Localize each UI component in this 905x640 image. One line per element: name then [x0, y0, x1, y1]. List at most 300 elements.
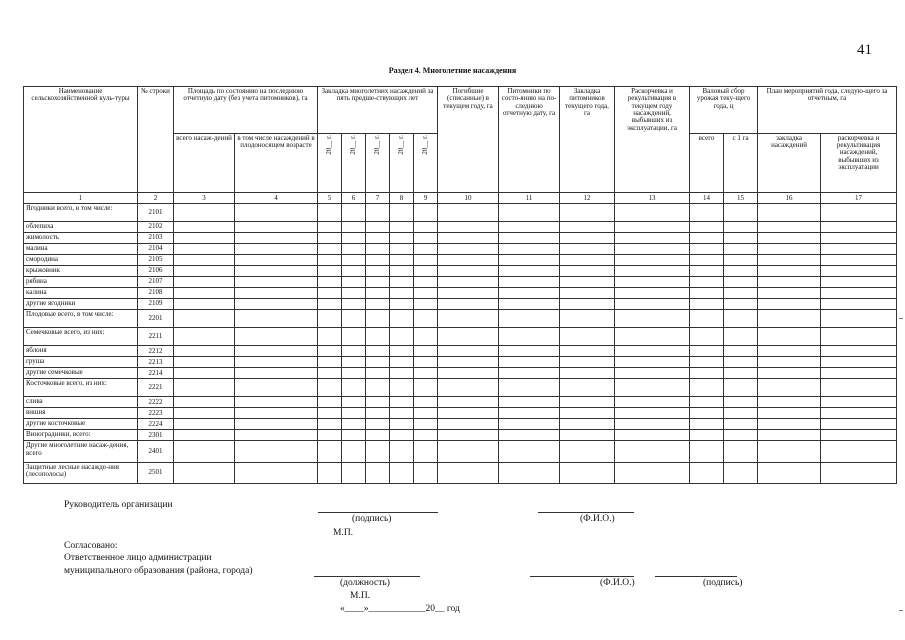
value-cell[interactable] — [690, 462, 724, 483]
value-cell[interactable] — [318, 310, 342, 328]
value-cell[interactable] — [390, 368, 414, 379]
value-cell[interactable] — [174, 244, 235, 255]
value-cell[interactable] — [438, 277, 499, 288]
value-cell[interactable] — [318, 255, 342, 266]
value-cell[interactable] — [174, 310, 235, 328]
value-cell[interactable] — [724, 441, 758, 462]
value-cell[interactable] — [615, 255, 690, 266]
value-cell[interactable] — [174, 430, 235, 441]
value-cell[interactable] — [758, 368, 821, 379]
value-cell[interactable] — [414, 328, 438, 346]
value-cell[interactable] — [724, 255, 758, 266]
value-cell[interactable] — [342, 441, 366, 462]
value-cell[interactable] — [690, 310, 724, 328]
value-cell[interactable] — [414, 204, 438, 222]
value-cell[interactable] — [724, 310, 758, 328]
value-cell[interactable] — [821, 277, 897, 288]
value-cell[interactable] — [438, 204, 499, 222]
value-cell[interactable] — [342, 328, 366, 346]
value-cell[interactable] — [366, 397, 390, 408]
value-cell[interactable] — [724, 277, 758, 288]
value-cell[interactable] — [499, 419, 560, 430]
value-cell[interactable] — [366, 408, 390, 419]
value-cell[interactable] — [342, 368, 366, 379]
value-cell[interactable] — [821, 441, 897, 462]
value-cell[interactable] — [235, 328, 318, 346]
value-cell[interactable] — [560, 430, 615, 441]
value-cell[interactable] — [174, 266, 235, 277]
value-cell[interactable] — [758, 222, 821, 233]
value-cell[interactable] — [499, 310, 560, 328]
value-cell[interactable] — [690, 328, 724, 346]
value-cell[interactable] — [724, 299, 758, 310]
value-cell[interactable] — [174, 222, 235, 233]
value-cell[interactable] — [235, 441, 318, 462]
value-cell[interactable] — [342, 288, 366, 299]
value-cell[interactable] — [758, 310, 821, 328]
value-cell[interactable] — [821, 419, 897, 430]
value-cell[interactable] — [390, 288, 414, 299]
value-cell[interactable] — [499, 430, 560, 441]
value-cell[interactable] — [724, 266, 758, 277]
value-cell[interactable] — [318, 277, 342, 288]
value-cell[interactable] — [821, 288, 897, 299]
value-cell[interactable] — [615, 462, 690, 483]
value-cell[interactable] — [235, 222, 318, 233]
value-cell[interactable] — [414, 357, 438, 368]
value-cell[interactable] — [438, 299, 499, 310]
value-cell[interactable] — [342, 408, 366, 419]
value-cell[interactable] — [342, 397, 366, 408]
value-cell[interactable] — [366, 266, 390, 277]
value-cell[interactable] — [438, 397, 499, 408]
value-cell[interactable] — [690, 255, 724, 266]
value-cell[interactable] — [318, 408, 342, 419]
value-cell[interactable] — [690, 368, 724, 379]
value-cell[interactable] — [174, 419, 235, 430]
value-cell[interactable] — [438, 288, 499, 299]
value-cell[interactable] — [390, 346, 414, 357]
value-cell[interactable] — [438, 222, 499, 233]
value-cell[interactable] — [615, 244, 690, 255]
value-cell[interactable] — [560, 419, 615, 430]
value-cell[interactable] — [366, 462, 390, 483]
value-cell[interactable] — [560, 368, 615, 379]
value-cell[interactable] — [366, 441, 390, 462]
value-cell[interactable] — [174, 368, 235, 379]
value-cell[interactable] — [414, 419, 438, 430]
value-cell[interactable] — [318, 346, 342, 357]
value-cell[interactable] — [235, 368, 318, 379]
value-cell[interactable] — [821, 244, 897, 255]
value-cell[interactable] — [438, 346, 499, 357]
value-cell[interactable] — [615, 368, 690, 379]
value-cell[interactable] — [235, 408, 318, 419]
value-cell[interactable] — [414, 288, 438, 299]
value-cell[interactable] — [724, 222, 758, 233]
value-cell[interactable] — [414, 430, 438, 441]
value-cell[interactable] — [821, 430, 897, 441]
value-cell[interactable] — [758, 266, 821, 277]
value-cell[interactable] — [390, 233, 414, 244]
value-cell[interactable] — [438, 310, 499, 328]
value-cell[interactable] — [366, 222, 390, 233]
value-cell[interactable] — [615, 204, 690, 222]
value-cell[interactable] — [499, 379, 560, 397]
value-cell[interactable] — [615, 408, 690, 419]
value-cell[interactable] — [499, 397, 560, 408]
value-cell[interactable] — [690, 244, 724, 255]
value-cell[interactable] — [724, 368, 758, 379]
value-cell[interactable] — [414, 408, 438, 419]
value-cell[interactable] — [235, 204, 318, 222]
value-cell[interactable] — [174, 277, 235, 288]
value-cell[interactable] — [821, 266, 897, 277]
value-cell[interactable] — [821, 299, 897, 310]
value-cell[interactable] — [174, 255, 235, 266]
value-cell[interactable] — [414, 346, 438, 357]
value-cell[interactable] — [499, 233, 560, 244]
value-cell[interactable] — [390, 397, 414, 408]
value-cell[interactable] — [499, 255, 560, 266]
value-cell[interactable] — [690, 408, 724, 419]
value-cell[interactable] — [499, 277, 560, 288]
value-cell[interactable] — [560, 244, 615, 255]
value-cell[interactable] — [690, 419, 724, 430]
value-cell[interactable] — [615, 277, 690, 288]
value-cell[interactable] — [438, 328, 499, 346]
value-cell[interactable] — [724, 419, 758, 430]
value-cell[interactable] — [821, 222, 897, 233]
value-cell[interactable] — [499, 204, 560, 222]
value-cell[interactable] — [724, 346, 758, 357]
value-cell[interactable] — [758, 204, 821, 222]
value-cell[interactable] — [390, 244, 414, 255]
value-cell[interactable] — [821, 408, 897, 419]
value-cell[interactable] — [690, 266, 724, 277]
value-cell[interactable] — [414, 222, 438, 233]
value-cell[interactable] — [690, 299, 724, 310]
value-cell[interactable] — [235, 266, 318, 277]
value-cell[interactable] — [499, 346, 560, 357]
value-cell[interactable] — [690, 277, 724, 288]
value-cell[interactable] — [438, 441, 499, 462]
value-cell[interactable] — [560, 277, 615, 288]
value-cell[interactable] — [560, 357, 615, 368]
value-cell[interactable] — [235, 310, 318, 328]
value-cell[interactable] — [414, 441, 438, 462]
value-cell[interactable] — [724, 430, 758, 441]
value-cell[interactable] — [499, 266, 560, 277]
value-cell[interactable] — [174, 299, 235, 310]
value-cell[interactable] — [758, 255, 821, 266]
value-cell[interactable] — [499, 368, 560, 379]
value-cell[interactable] — [821, 255, 897, 266]
value-cell[interactable] — [560, 397, 615, 408]
value-cell[interactable] — [499, 462, 560, 483]
value-cell[interactable] — [690, 204, 724, 222]
value-cell[interactable] — [560, 233, 615, 244]
value-cell[interactable] — [235, 419, 318, 430]
value-cell[interactable] — [414, 397, 438, 408]
value-cell[interactable] — [342, 462, 366, 483]
value-cell[interactable] — [758, 408, 821, 419]
value-cell[interactable] — [499, 328, 560, 346]
value-cell[interactable] — [342, 255, 366, 266]
value-cell[interactable] — [438, 462, 499, 483]
value-cell[interactable] — [690, 441, 724, 462]
value-cell[interactable] — [724, 328, 758, 346]
value-cell[interactable] — [414, 255, 438, 266]
value-cell[interactable] — [366, 328, 390, 346]
value-cell[interactable] — [560, 346, 615, 357]
value-cell[interactable] — [438, 233, 499, 244]
value-cell[interactable] — [724, 357, 758, 368]
value-cell[interactable] — [414, 379, 438, 397]
value-cell[interactable] — [758, 244, 821, 255]
value-cell[interactable] — [235, 430, 318, 441]
value-cell[interactable] — [615, 233, 690, 244]
value-cell[interactable] — [499, 408, 560, 419]
value-cell[interactable] — [318, 244, 342, 255]
value-cell[interactable] — [438, 266, 499, 277]
value-cell[interactable] — [235, 233, 318, 244]
value-cell[interactable] — [615, 441, 690, 462]
value-cell[interactable] — [438, 357, 499, 368]
value-cell[interactable] — [821, 310, 897, 328]
value-cell[interactable] — [366, 379, 390, 397]
value-cell[interactable] — [690, 288, 724, 299]
value-cell[interactable] — [342, 233, 366, 244]
value-cell[interactable] — [318, 419, 342, 430]
value-cell[interactable] — [690, 430, 724, 441]
value-cell[interactable] — [342, 430, 366, 441]
value-cell[interactable] — [615, 357, 690, 368]
value-cell[interactable] — [342, 379, 366, 397]
value-cell[interactable] — [342, 204, 366, 222]
value-cell[interactable] — [438, 255, 499, 266]
value-cell[interactable] — [758, 357, 821, 368]
value-cell[interactable] — [318, 288, 342, 299]
value-cell[interactable] — [390, 255, 414, 266]
value-cell[interactable] — [390, 357, 414, 368]
value-cell[interactable] — [615, 430, 690, 441]
value-cell[interactable] — [560, 441, 615, 462]
value-cell[interactable] — [615, 379, 690, 397]
value-cell[interactable] — [438, 379, 499, 397]
value-cell[interactable] — [615, 397, 690, 408]
value-cell[interactable] — [560, 288, 615, 299]
value-cell[interactable] — [690, 233, 724, 244]
value-cell[interactable] — [758, 441, 821, 462]
value-cell[interactable] — [499, 357, 560, 368]
value-cell[interactable] — [390, 419, 414, 430]
value-cell[interactable] — [390, 222, 414, 233]
value-cell[interactable] — [366, 357, 390, 368]
value-cell[interactable] — [414, 368, 438, 379]
value-cell[interactable] — [174, 233, 235, 244]
value-cell[interactable] — [366, 277, 390, 288]
value-cell[interactable] — [615, 299, 690, 310]
value-cell[interactable] — [318, 397, 342, 408]
value-cell[interactable] — [560, 328, 615, 346]
value-cell[interactable] — [390, 462, 414, 483]
value-cell[interactable] — [390, 277, 414, 288]
value-cell[interactable] — [690, 222, 724, 233]
value-cell[interactable] — [390, 266, 414, 277]
value-cell[interactable] — [615, 310, 690, 328]
value-cell[interactable] — [758, 419, 821, 430]
value-cell[interactable] — [724, 233, 758, 244]
value-cell[interactable] — [560, 379, 615, 397]
value-cell[interactable] — [438, 244, 499, 255]
value-cell[interactable] — [560, 408, 615, 419]
value-cell[interactable] — [615, 346, 690, 357]
value-cell[interactable] — [318, 441, 342, 462]
value-cell[interactable] — [560, 204, 615, 222]
value-cell[interactable] — [390, 328, 414, 346]
value-cell[interactable] — [758, 379, 821, 397]
value-cell[interactable] — [318, 430, 342, 441]
value-cell[interactable] — [724, 244, 758, 255]
value-cell[interactable] — [318, 266, 342, 277]
value-cell[interactable] — [390, 408, 414, 419]
value-cell[interactable] — [390, 430, 414, 441]
value-cell[interactable] — [414, 462, 438, 483]
value-cell[interactable] — [318, 328, 342, 346]
value-cell[interactable] — [318, 462, 342, 483]
value-cell[interactable] — [438, 368, 499, 379]
value-cell[interactable] — [821, 357, 897, 368]
value-cell[interactable] — [821, 328, 897, 346]
value-cell[interactable] — [499, 222, 560, 233]
value-cell[interactable] — [174, 328, 235, 346]
value-cell[interactable] — [758, 462, 821, 483]
value-cell[interactable] — [499, 244, 560, 255]
value-cell[interactable] — [318, 368, 342, 379]
value-cell[interactable] — [342, 222, 366, 233]
value-cell[interactable] — [318, 222, 342, 233]
value-cell[interactable] — [758, 328, 821, 346]
value-cell[interactable] — [615, 419, 690, 430]
value-cell[interactable] — [342, 310, 366, 328]
value-cell[interactable] — [318, 379, 342, 397]
value-cell[interactable] — [560, 255, 615, 266]
value-cell[interactable] — [821, 204, 897, 222]
value-cell[interactable] — [174, 204, 235, 222]
value-cell[interactable] — [390, 299, 414, 310]
value-cell[interactable] — [318, 204, 342, 222]
value-cell[interactable] — [342, 419, 366, 430]
value-cell[interactable] — [758, 430, 821, 441]
value-cell[interactable] — [724, 288, 758, 299]
value-cell[interactable] — [366, 204, 390, 222]
value-cell[interactable] — [342, 266, 366, 277]
value-cell[interactable] — [758, 299, 821, 310]
value-cell[interactable] — [235, 397, 318, 408]
value-cell[interactable] — [235, 277, 318, 288]
value-cell[interactable] — [724, 204, 758, 222]
value-cell[interactable] — [174, 357, 235, 368]
value-cell[interactable] — [318, 233, 342, 244]
value-cell[interactable] — [366, 255, 390, 266]
value-cell[interactable] — [414, 244, 438, 255]
value-cell[interactable] — [724, 408, 758, 419]
value-cell[interactable] — [560, 266, 615, 277]
value-cell[interactable] — [174, 346, 235, 357]
value-cell[interactable] — [235, 244, 318, 255]
value-cell[interactable] — [560, 299, 615, 310]
value-cell[interactable] — [414, 299, 438, 310]
value-cell[interactable] — [615, 328, 690, 346]
value-cell[interactable] — [390, 204, 414, 222]
value-cell[interactable] — [318, 357, 342, 368]
value-cell[interactable] — [342, 277, 366, 288]
value-cell[interactable] — [235, 299, 318, 310]
value-cell[interactable] — [366, 430, 390, 441]
value-cell[interactable] — [821, 346, 897, 357]
value-cell[interactable] — [821, 233, 897, 244]
value-cell[interactable] — [342, 299, 366, 310]
value-cell[interactable] — [690, 379, 724, 397]
value-cell[interactable] — [366, 233, 390, 244]
value-cell[interactable] — [235, 357, 318, 368]
value-cell[interactable] — [366, 299, 390, 310]
value-cell[interactable] — [174, 462, 235, 483]
value-cell[interactable] — [499, 299, 560, 310]
value-cell[interactable] — [615, 266, 690, 277]
value-cell[interactable] — [366, 368, 390, 379]
value-cell[interactable] — [758, 233, 821, 244]
value-cell[interactable] — [724, 379, 758, 397]
value-cell[interactable] — [438, 430, 499, 441]
value-cell[interactable] — [690, 357, 724, 368]
value-cell[interactable] — [366, 346, 390, 357]
value-cell[interactable] — [235, 346, 318, 357]
value-cell[interactable] — [690, 346, 724, 357]
value-cell[interactable] — [499, 288, 560, 299]
value-cell[interactable] — [174, 397, 235, 408]
value-cell[interactable] — [390, 379, 414, 397]
value-cell[interactable] — [366, 310, 390, 328]
value-cell[interactable] — [342, 244, 366, 255]
value-cell[interactable] — [174, 288, 235, 299]
value-cell[interactable] — [342, 346, 366, 357]
value-cell[interactable] — [235, 255, 318, 266]
value-cell[interactable] — [235, 288, 318, 299]
value-cell[interactable] — [438, 408, 499, 419]
value-cell[interactable] — [821, 462, 897, 483]
value-cell[interactable] — [821, 379, 897, 397]
value-cell[interactable] — [560, 462, 615, 483]
value-cell[interactable] — [414, 310, 438, 328]
value-cell[interactable] — [560, 222, 615, 233]
value-cell[interactable] — [724, 397, 758, 408]
value-cell[interactable] — [235, 462, 318, 483]
value-cell[interactable] — [615, 288, 690, 299]
value-cell[interactable] — [615, 222, 690, 233]
value-cell[interactable] — [758, 277, 821, 288]
value-cell[interactable] — [390, 441, 414, 462]
value-cell[interactable] — [560, 310, 615, 328]
value-cell[interactable] — [821, 397, 897, 408]
value-cell[interactable] — [414, 266, 438, 277]
value-cell[interactable] — [366, 288, 390, 299]
value-cell[interactable] — [438, 419, 499, 430]
value-cell[interactable] — [390, 310, 414, 328]
value-cell[interactable] — [174, 408, 235, 419]
value-cell[interactable] — [724, 462, 758, 483]
